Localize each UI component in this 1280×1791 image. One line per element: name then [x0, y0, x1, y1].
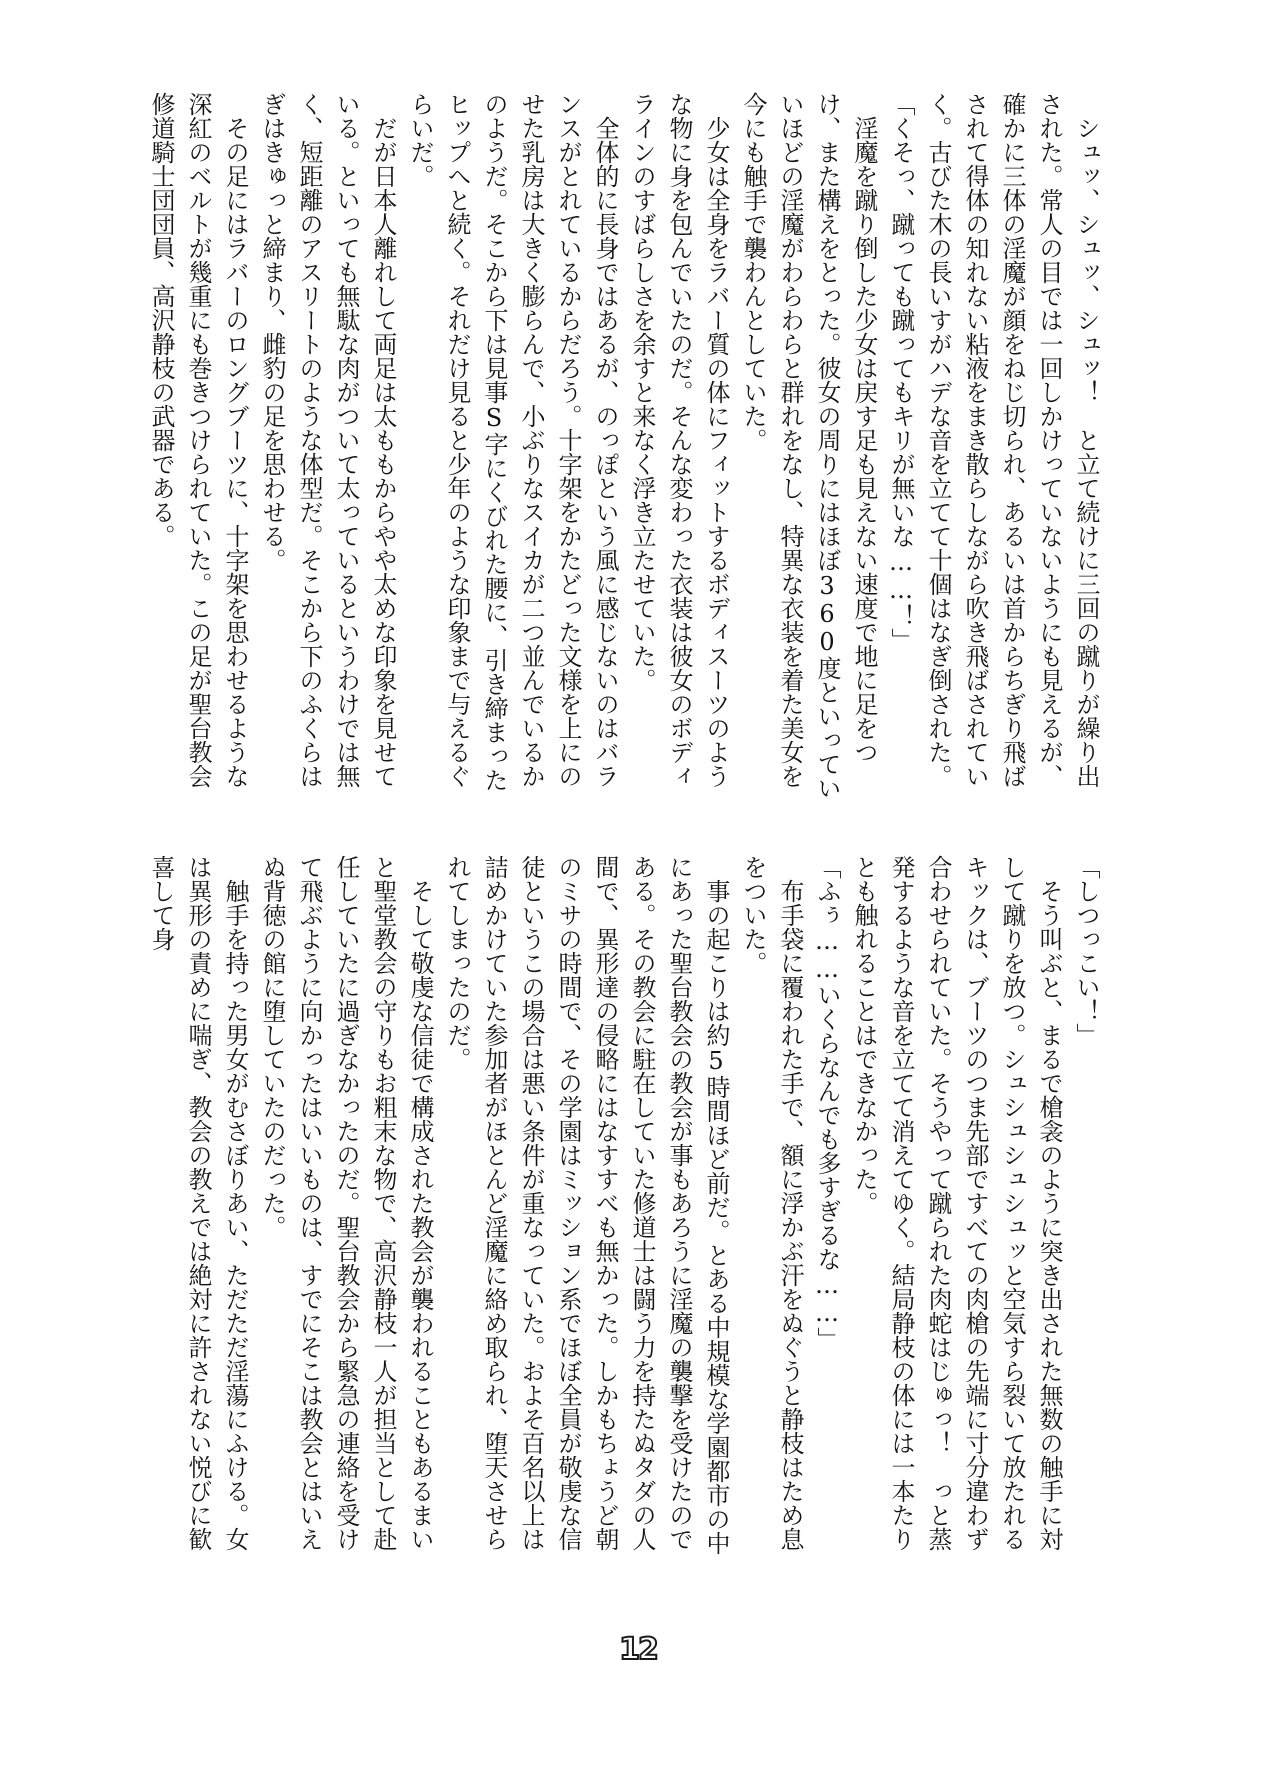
paragraph-counter-kick: そう叫ぶと、まるで槍衾のように突き出された無数の触手に対して蹴りを放つ。シュシュシュシュッと空気すら裂いて放たれるキックは、ブーツのつま先部ですべての肉槍の先端に寸分違わず合わせられていた。そうやって蹴られた肉蛇はじゅっ！ っと蒸発するような音を立てて消えてゆく。結局静枝の体には一本たりとも触れることはできなかった。: [850, 855, 1063, 1551]
paragraph-boots: その足にはラバーのロングブーツに、十字架を思わせるような深紅のベルトが幾重にも巻きつけられていた。この足が聖台教会修道騎士団団員、高沢静枝の武器である。: [147, 92, 249, 788]
dialogue-too-many: 「ふぅ……いくらなんでも多すぎるな……」: [813, 855, 841, 1351]
page-number: 12: [619, 1632, 657, 1667]
upper-text-tier: [147, 92, 1104, 804]
paragraph-surrounded: 淫魔を蹴り倒した少女は戻す足も見えない速度で地に足をつけ、また構えをとった。彼女の周りにはほぼ360度といっていいほどの淫魔がわらわらと群れをなし、特異な衣装を着た美女を今にも触手で襲わんとしていた。: [739, 92, 878, 800]
paragraph-kick-flurry: シュッ、シュッ、シュッ！ と立て続けに三回の蹴りが繰り出された。常人の目では一回しかけっていないようにも見えるが、確かに三体の淫魔が顔をねじ切られ、あるいは首からちぎり飛ばされて得体の知れない粘液をまき散らしながら吹き飛ばされていく。古びた木の長いすがハデな音を立てて十個はなぎ倒された。: [924, 92, 1100, 788]
paragraph-sigh: 布手袋に覆われた手で、額に浮かぶ汗をぬぐうと静枝はため息をついた。: [739, 855, 804, 1551]
paragraph-figure: 全体的に長身ではあるが、のっぽという風に感じないのはバランスがとれているからだろう。十字架をかたどった文様を上にのせた乳房は大きく膨らんで、小ぶりなスイカが二つ並んでいるかのようだ。そこから下は見事S字にくびれた腰に、引き締まったヒップへと続く。それだけ見ると少年のような印象まで与えるぐらいだ。: [406, 92, 619, 792]
paragraph-defense: そして敬虔な信徒で構成された教会が襲われることもあるまいと聖堂教会の守りもお粗末な物で、高沢静枝一人が担当として赴任していたに過ぎなかったのだ。聖台教会から緊急の連絡を受けて飛ぶように向かったはいいものは、すでにそこは教会とはいえぬ背徳の館に堕していたのだった。: [258, 855, 434, 1551]
paragraph-bodysuit: 少女は全身をラバー質の体にフィットするボディスーツのような物に身を包んでいたのだ。そんな変わった衣装は彼女のボディラインのすばらしさを余すと来なく浮き立たせていた。: [628, 92, 730, 788]
dialogue-persistent: 「しつっこい！」: [1072, 855, 1100, 1047]
paragraph-origin: 事の起こりは約5時間ほど前だ。とある中規模な学園都市の中にあった聖台教会の教会が事もあろうに淫魔の襲撃を受けたのである。その教会に駐在していた修道士は闘う力を持たぬタダの人間で、異形達の侵略にはなすすべも無かった。しかもちょうど朝のミサの時間で、その学園はミッション系でほぼ全員が敬虔な信徒というこの場合は悪い条件が重なっていた。およそ百名以上は詰めかけていた参加者がほとんど淫魔に絡め取られ、堕天させられてしまったのだ。: [443, 855, 730, 1555]
lower-text-tier: [147, 855, 1104, 1567]
paragraph-legs: だが日本人離れして両足は太ももからやや太めな印象を見せている。といっても無駄な肉がついて太っているというわけでは無く、短距離のアスリートのような体型だ。そこから下のふくらはぎはきゅっと締まり、雌豹の足を思わせる。: [258, 92, 397, 788]
dialogue-no-end: 「くそっ、蹴っても蹴ってもキリが無いな……！」: [887, 92, 915, 652]
paragraph-debauchery: 触手を持った男女がむさぼりあい、ただただ淫蕩にふける。女は異形の責めに喘ぎ、教会の教えでは絶対に許されない悦びに歓喜して身: [147, 855, 249, 1551]
